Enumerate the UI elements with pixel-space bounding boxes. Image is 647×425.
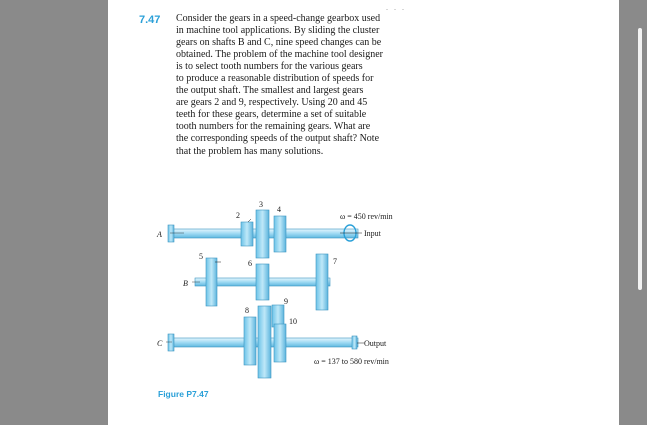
- viewer-left-margin: [0, 0, 108, 425]
- problem-line: teeth for these gears, determine a set of suitable: [176, 109, 367, 121]
- problem-line: that the problem has many solutions.: [176, 145, 324, 157]
- gear-5: [206, 258, 217, 306]
- gear-7: [316, 254, 328, 310]
- gear-label-4: 4: [277, 205, 281, 214]
- gear-label-9: 9: [284, 297, 288, 306]
- input-speed: ω = 450 rev/min: [340, 212, 393, 221]
- shaft-a-end: [168, 225, 174, 242]
- input-label: Input: [364, 229, 381, 238]
- problem-line: the corresponding speeds of the output shaft? Note: [176, 133, 380, 145]
- gearbox-figure: [140, 195, 430, 380]
- gear-2: [241, 222, 253, 246]
- gear-label-8: 8: [245, 306, 249, 315]
- problem-line: obtained. The problem of the machine tool designer: [176, 49, 383, 61]
- problem-line: Consider the gears in a speed-change gearbox used: [176, 13, 381, 24]
- gear-label-6: 6: [248, 259, 252, 268]
- problem-line: gears on shafts B and C, nine speed changes can be: [176, 37, 382, 49]
- shaft-b-label: B: [183, 279, 188, 288]
- gear-6: [256, 264, 269, 300]
- gear-4: [274, 216, 286, 252]
- output-label: Output: [364, 339, 387, 348]
- problem-number: 7.47: [139, 14, 161, 26]
- problem-text: [176, 13, 414, 158]
- gear-label-5: 5: [199, 252, 203, 261]
- gear-center: [258, 306, 271, 378]
- gear-10: [274, 324, 286, 362]
- problem-line: tooth numbers for the remaining gears. What are: [176, 121, 371, 133]
- gear-label-2: 2: [236, 211, 240, 220]
- gear-label-7: 7: [333, 257, 337, 266]
- gear-3: [256, 210, 269, 258]
- page-top-marks: . . .: [386, 3, 406, 12]
- gear-8: [244, 317, 256, 365]
- shaft-a-label: A: [157, 230, 162, 239]
- figure-caption: Figure P7.47: [158, 389, 209, 399]
- scrollbar[interactable]: [638, 28, 642, 290]
- problem-line: in machine tool applications. By sliding the cluster: [176, 25, 380, 37]
- gear-label-3: 3: [259, 200, 263, 209]
- problem-line: is to select tooth numbers for the various gears: [176, 61, 363, 73]
- output-coupling: [352, 336, 357, 349]
- problem-line: the output shaft. The smallest and largest gears: [176, 85, 364, 97]
- shaft-c-label: C: [157, 339, 163, 348]
- problem-line: to produce a reasonable distribution of speeds for: [176, 73, 374, 85]
- gear-label-10: 10: [289, 317, 297, 326]
- problem-line: are gears 2 and 9, respectively. Using 20 and 45: [176, 97, 368, 109]
- shaft-c-end: [168, 334, 174, 351]
- viewer-right-margin: [619, 0, 647, 425]
- output-speed: ω = 137 to 580 rev/min: [314, 357, 389, 366]
